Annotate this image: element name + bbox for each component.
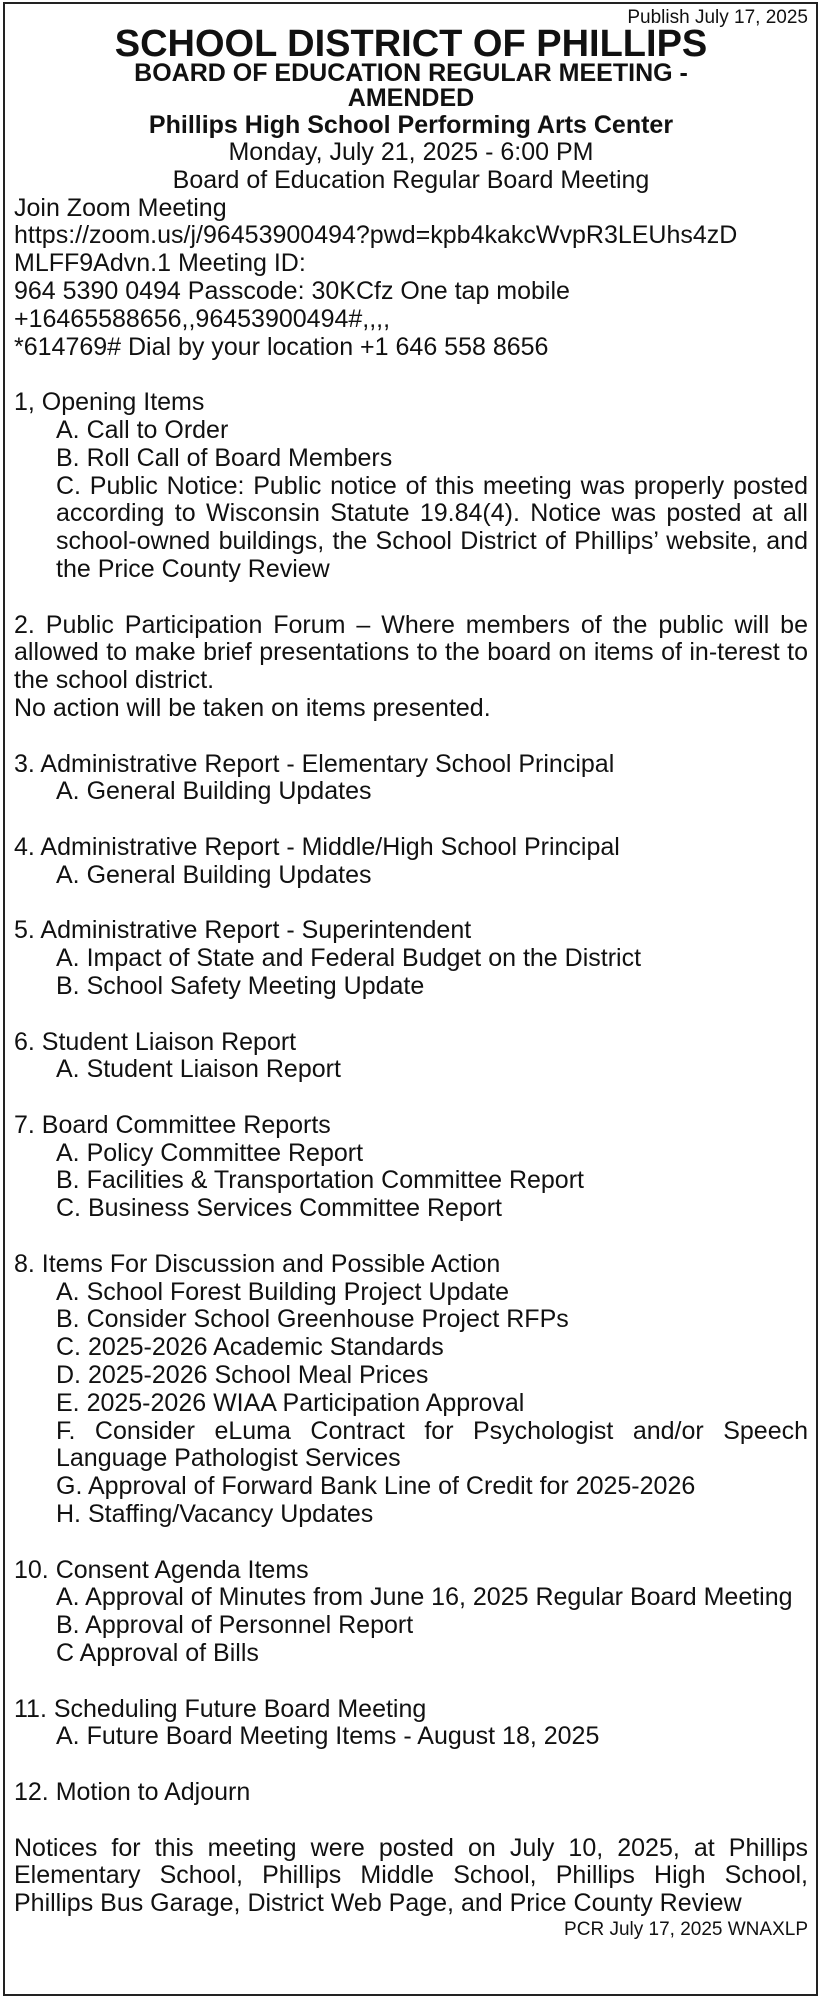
agenda-item: F. Consider eLuma Contract for Psychologist and/or Speech Language Pathologist Services xyxy=(56,1416,808,1473)
zoom-link[interactable]: https://zoom.us/j/96453900494?pwd=kpb4kakcWvpR3LEUhs4zD xyxy=(14,221,738,250)
section-heading: 11. Scheduling Future Board Meeting xyxy=(14,1694,427,1723)
meeting-name: Board of Education Regular Board Meeting xyxy=(172,165,650,194)
agenda-item: A. Impact of State and Federal Budget on the District xyxy=(56,944,642,973)
agenda-item: C. Public Notice: Public notice of this meeting was properly posted according to Wisconsin Statute 19.84(4). Notice was posted at all school-owned buildings, the School District of Phillips’ website, and the Price County Review xyxy=(56,471,808,583)
section-note: No action will be taken on items presented. xyxy=(14,693,491,722)
agenda-section-7 xyxy=(14,1112,808,1223)
agenda-section-6 xyxy=(14,1029,808,1085)
zoom-line: MLFF9Advn.1 Meeting ID: xyxy=(14,249,306,278)
section-heading: 6. Student Liaison Report xyxy=(14,1027,297,1056)
meeting-type-line-2: AMENDED xyxy=(347,84,475,112)
meeting-datetime: Monday, July 21, 2025 - 6:00 PM xyxy=(228,138,594,166)
agenda-item: C. 2025-2026 Academic Standards xyxy=(56,1333,444,1362)
agenda-item: C Approval of Bills xyxy=(56,1639,259,1668)
agenda-section-10 xyxy=(14,1557,808,1668)
agenda-item: E. 2025-2026 WIAA Participation Approval xyxy=(56,1388,525,1417)
agenda-item: A. Approval of Minutes from June 16, 2025 Regular Board Meeting xyxy=(56,1583,793,1612)
section-heading: 8. Items For Discussion and Possible Action xyxy=(14,1249,501,1278)
agenda-item: A. Future Board Meeting Items - August 18, 2025 xyxy=(56,1722,600,1751)
section-heading: 1, Opening Items xyxy=(14,388,205,417)
zoom-line: +16465588656,,96453900494#,,,, xyxy=(14,304,391,333)
section-heading: 5. Administrative Report - Superintendent xyxy=(14,916,472,945)
meeting-type-line-1: BOARD OF EDUCATION REGULAR MEETING - xyxy=(134,59,688,87)
agenda-section-5 xyxy=(14,917,808,1000)
legal-notice xyxy=(3,2,818,1996)
agenda-section-8 xyxy=(14,1251,808,1529)
agenda-item: A. Call to Order xyxy=(56,415,229,444)
meeting-venue: Phillips High School Performing Arts Center xyxy=(148,111,674,139)
closing-notice: Notices for this meeting were posted on July 10, 2025, at Phillips Elementary School, Phillips Middle School, Phillips High School, Phillips Bus Garage, District Web Page, and Price County Review xyxy=(14,1833,808,1918)
zoom-line: *614769# Dial by your location +1 646 558 8656 xyxy=(14,332,549,361)
agenda-section-4 xyxy=(14,834,808,890)
zoom-line: Join Zoom Meeting xyxy=(14,193,227,222)
agenda-section-1 xyxy=(14,389,808,584)
agenda-section-11 xyxy=(14,1696,808,1752)
agenda-item: B. Consider School Greenhouse Project RFPs xyxy=(56,1305,569,1334)
zoom-info xyxy=(14,195,808,362)
agenda-item: B. Approval of Personnel Report xyxy=(56,1611,414,1640)
agenda-item: C. Business Services Committee Report xyxy=(56,1194,502,1223)
agenda-item: D. 2025-2026 School Meal Prices xyxy=(56,1361,429,1390)
agenda-section-2 xyxy=(14,612,808,723)
zoom-line: 964 5390 0494 Passcode: 30KCfz One tap mobile xyxy=(14,276,570,305)
agenda-section-3 xyxy=(14,751,808,807)
agenda-item: G. Approval of Forward Bank Line of Credit for 2025-2026 xyxy=(56,1472,696,1501)
agenda-item: B. Roll Call of Board Members xyxy=(56,443,393,472)
publication-footer: PCR July 17, 2025 WNAXLP xyxy=(564,1919,808,1940)
section-heading: 12. Motion to Adjourn xyxy=(14,1778,251,1807)
section-text: 2. Public Participation Forum – Where members of the public will be allowed to make brief presentations to the board on items of in-terest to the school district. xyxy=(14,610,808,695)
agenda-item: A. General Building Updates xyxy=(56,860,372,889)
agenda-section-12 xyxy=(14,1779,808,1807)
section-heading: 4. Administrative Report - Middle/High School Principal xyxy=(14,832,620,861)
publish-date: Publish July 17, 2025 xyxy=(627,7,808,28)
agenda-item: A. Policy Committee Report xyxy=(56,1138,364,1167)
agenda-item: A. Student Liaison Report xyxy=(56,1055,341,1084)
page-title: SCHOOL DISTRICT OF PHILLIPS xyxy=(114,23,708,65)
section-heading: 10. Consent Agenda Items xyxy=(14,1555,309,1584)
agenda-item: A. School Forest Building Project Update xyxy=(56,1277,510,1306)
agenda-item: A. General Building Updates xyxy=(56,777,372,806)
section-heading: 7. Board Committee Reports xyxy=(14,1110,331,1139)
agenda-item: B. Facilities & Transportation Committee Report xyxy=(56,1166,584,1195)
agenda-item: B. School Safety Meeting Update xyxy=(56,971,425,1000)
agenda-item: H. Staffing/Vacancy Updates xyxy=(56,1500,374,1529)
section-heading: 3. Administrative Report - Elementary School Principal xyxy=(14,749,615,778)
